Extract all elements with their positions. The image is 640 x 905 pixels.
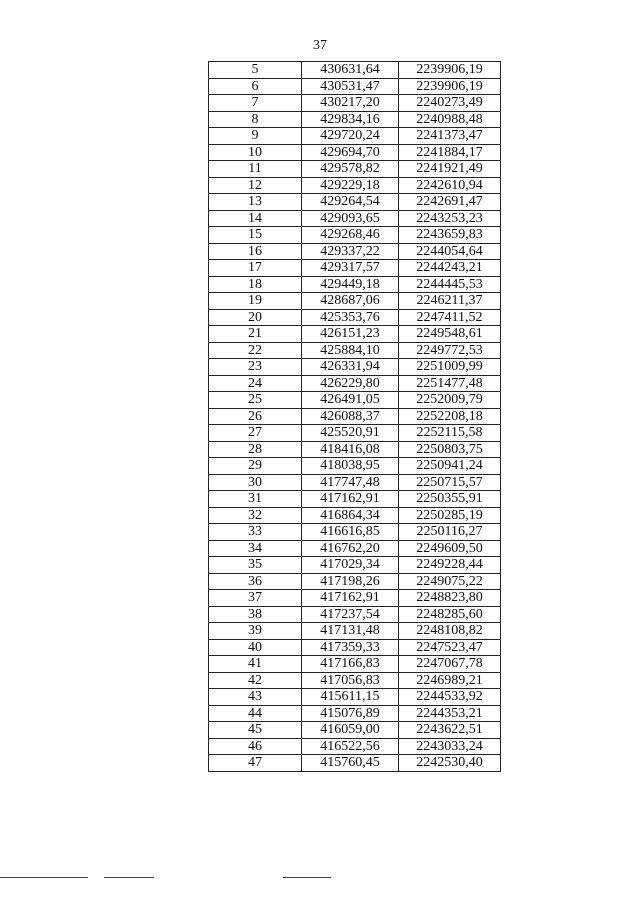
point-number-cell: 19 [209,293,302,310]
x-coordinate-cell: 415760,45 [302,755,399,772]
page-number: 37 [313,38,327,53]
point-number-cell: 5 [209,62,302,79]
point-number-cell: 38 [209,606,302,623]
x-coordinate-cell: 418416,08 [302,441,399,458]
table-row [209,95,501,112]
table-row [209,557,501,574]
x-coordinate-cell: 417166,83 [302,656,399,673]
x-coordinate-cell: 417029,34 [302,557,399,574]
point-number-cell: 8 [209,111,302,128]
y-coordinate-cell: 2249772,53 [399,342,501,359]
point-number-cell: 7 [209,95,302,112]
x-coordinate-cell: 416864,34 [302,507,399,524]
x-coordinate-cell: 415611,15 [302,689,399,706]
table-row [209,722,501,739]
table-row [209,491,501,508]
table-row [209,62,501,79]
y-coordinate-cell: 2250715,57 [399,474,501,491]
x-coordinate-cell: 430217,20 [302,95,399,112]
table-row [209,738,501,755]
table-row [209,474,501,491]
point-number-cell: 36 [209,573,302,590]
point-number-cell: 21 [209,326,302,343]
point-number-cell: 34 [209,540,302,557]
y-coordinate-cell: 2243253,23 [399,210,501,227]
x-coordinate-cell: 426088,37 [302,408,399,425]
point-number-cell: 26 [209,408,302,425]
x-coordinate-cell: 416059,00 [302,722,399,739]
point-number-cell: 6 [209,78,302,95]
point-number-cell: 39 [209,623,302,640]
table-row [209,128,501,145]
table-row [209,705,501,722]
y-coordinate-cell: 2248285,60 [399,606,501,623]
y-coordinate-cell: 2249548,61 [399,326,501,343]
point-number-cell: 9 [209,128,302,145]
point-number-cell: 27 [209,425,302,442]
point-number-cell: 25 [209,392,302,409]
y-coordinate-cell: 2242530,40 [399,755,501,772]
x-coordinate-cell: 417747,48 [302,474,399,491]
table-row [209,359,501,376]
y-coordinate-cell: 2240273,49 [399,95,501,112]
y-coordinate-cell: 2244533,92 [399,689,501,706]
footer-rule-left [0,877,88,878]
x-coordinate-cell: 429694,70 [302,144,399,161]
table-row [209,573,501,590]
table-row [209,623,501,640]
point-number-cell: 22 [209,342,302,359]
table-row [209,194,501,211]
table-row [209,606,501,623]
point-number-cell: 43 [209,689,302,706]
y-coordinate-cell: 2244243,21 [399,260,501,277]
point-number-cell: 33 [209,524,302,541]
x-coordinate-cell: 430631,64 [302,62,399,79]
point-number-cell: 29 [209,458,302,475]
point-number-cell: 40 [209,639,302,656]
table-row [209,177,501,194]
x-coordinate-cell: 425353,76 [302,309,399,326]
y-coordinate-cell: 2252009,79 [399,392,501,409]
y-coordinate-cell: 2251009,99 [399,359,501,376]
point-number-cell: 15 [209,227,302,244]
x-coordinate-cell: 425520,91 [302,425,399,442]
point-number-cell: 16 [209,243,302,260]
y-coordinate-cell: 2250803,75 [399,441,501,458]
x-coordinate-cell: 430531,47 [302,78,399,95]
coordinates-table [208,61,501,772]
x-coordinate-cell: 426331,94 [302,359,399,376]
y-coordinate-cell: 2241884,17 [399,144,501,161]
y-coordinate-cell: 2250285,19 [399,507,501,524]
x-coordinate-cell: 417056,83 [302,672,399,689]
y-coordinate-cell: 2248823,80 [399,590,501,607]
y-coordinate-cell: 2247067,78 [399,656,501,673]
y-coordinate-cell: 2241373,47 [399,128,501,145]
footer-rule-middle [104,877,154,878]
x-coordinate-cell: 429337,22 [302,243,399,260]
x-coordinate-cell: 426151,23 [302,326,399,343]
point-number-cell: 42 [209,672,302,689]
x-coordinate-cell: 428687,06 [302,293,399,310]
point-number-cell: 31 [209,491,302,508]
x-coordinate-cell: 426491,05 [302,392,399,409]
table-row [209,260,501,277]
table-row [209,672,501,689]
y-coordinate-cell: 2241921,49 [399,161,501,178]
x-coordinate-cell: 417131,48 [302,623,399,640]
table-row [209,392,501,409]
y-coordinate-cell: 2249228,44 [399,557,501,574]
y-coordinate-cell: 2239906,19 [399,62,501,79]
x-coordinate-cell: 417162,91 [302,491,399,508]
table-row [209,326,501,343]
y-coordinate-cell: 2243622,51 [399,722,501,739]
y-coordinate-cell: 2240988,48 [399,111,501,128]
y-coordinate-cell: 2244445,53 [399,276,501,293]
x-coordinate-cell: 418038,95 [302,458,399,475]
y-coordinate-cell: 2249075,22 [399,573,501,590]
table-row [209,210,501,227]
y-coordinate-cell: 2239906,19 [399,78,501,95]
x-coordinate-cell: 429834,16 [302,111,399,128]
table-row [209,458,501,475]
y-coordinate-cell: 2250355,91 [399,491,501,508]
point-number-cell: 11 [209,161,302,178]
y-coordinate-cell: 2248108,82 [399,623,501,640]
table-row [209,375,501,392]
x-coordinate-cell: 429229,18 [302,177,399,194]
x-coordinate-cell: 416616,85 [302,524,399,541]
table-row [209,78,501,95]
table-row [209,111,501,128]
y-coordinate-cell: 2244353,21 [399,705,501,722]
x-coordinate-cell: 429268,46 [302,227,399,244]
point-number-cell: 13 [209,194,302,211]
x-coordinate-cell: 429264,54 [302,194,399,211]
point-number-cell: 35 [209,557,302,574]
table-row [209,425,501,442]
x-coordinate-cell: 416522,56 [302,738,399,755]
point-number-cell: 12 [209,177,302,194]
table-row [209,342,501,359]
x-coordinate-cell: 417198,26 [302,573,399,590]
footer-rule-right [283,877,331,878]
point-number-cell: 46 [209,738,302,755]
point-number-cell: 10 [209,144,302,161]
point-number-cell: 37 [209,590,302,607]
y-coordinate-cell: 2252208,18 [399,408,501,425]
table-row [209,590,501,607]
x-coordinate-cell: 415076,89 [302,705,399,722]
y-coordinate-cell: 2244054,64 [399,243,501,260]
point-number-cell: 30 [209,474,302,491]
y-coordinate-cell: 2242610,94 [399,177,501,194]
point-number-cell: 17 [209,260,302,277]
x-coordinate-cell: 416762,20 [302,540,399,557]
x-coordinate-cell: 417359,33 [302,639,399,656]
coordinates-table-body [209,62,501,772]
point-number-cell: 32 [209,507,302,524]
x-coordinate-cell: 425884,10 [302,342,399,359]
table-row [209,408,501,425]
y-coordinate-cell: 2243659,83 [399,227,501,244]
y-coordinate-cell: 2249609,50 [399,540,501,557]
x-coordinate-cell: 417162,91 [302,590,399,607]
x-coordinate-cell: 429720,24 [302,128,399,145]
table-row [209,144,501,161]
table-row [209,293,501,310]
y-coordinate-cell: 2247523,47 [399,639,501,656]
point-number-cell: 18 [209,276,302,293]
table-row [209,309,501,326]
table-row [209,161,501,178]
y-coordinate-cell: 2243033,24 [399,738,501,755]
y-coordinate-cell: 2246989,21 [399,672,501,689]
table-row [209,227,501,244]
x-coordinate-cell: 429093,65 [302,210,399,227]
table-row [209,441,501,458]
y-coordinate-cell: 2250116,27 [399,524,501,541]
point-number-cell: 44 [209,705,302,722]
table-row [209,755,501,772]
table-row [209,276,501,293]
table-row [209,656,501,673]
point-number-cell: 20 [209,309,302,326]
x-coordinate-cell: 429449,18 [302,276,399,293]
y-coordinate-cell: 2246211,37 [399,293,501,310]
point-number-cell: 47 [209,755,302,772]
x-coordinate-cell: 417237,54 [302,606,399,623]
x-coordinate-cell: 429578,82 [302,161,399,178]
point-number-cell: 45 [209,722,302,739]
y-coordinate-cell: 2242691,47 [399,194,501,211]
y-coordinate-cell: 2252115,58 [399,425,501,442]
table-row [209,540,501,557]
table-row [209,524,501,541]
point-number-cell: 23 [209,359,302,376]
table-row [209,507,501,524]
table-row [209,639,501,656]
y-coordinate-cell: 2250941,24 [399,458,501,475]
table-row [209,689,501,706]
y-coordinate-cell: 2247411,52 [399,309,501,326]
point-number-cell: 28 [209,441,302,458]
point-number-cell: 14 [209,210,302,227]
x-coordinate-cell: 426229,80 [302,375,399,392]
point-number-cell: 41 [209,656,302,673]
table-row [209,243,501,260]
x-coordinate-cell: 429317,57 [302,260,399,277]
y-coordinate-cell: 2251477,48 [399,375,501,392]
point-number-cell: 24 [209,375,302,392]
